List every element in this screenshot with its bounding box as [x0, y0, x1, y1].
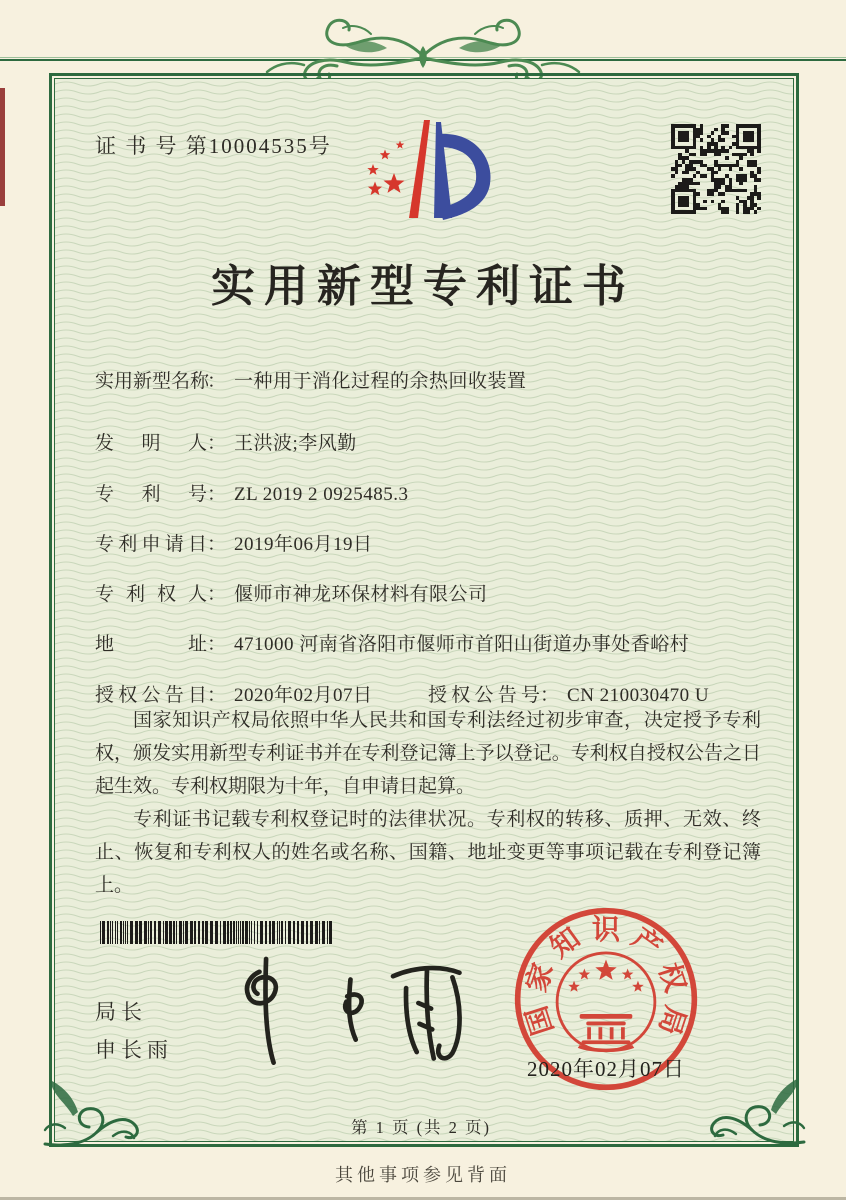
field-row-inventor	[95, 428, 357, 455]
field-value: 471000 河南省洛阳市偃师市首阳山街道办事处香峪村	[234, 634, 690, 655]
field-colon: ：	[540, 685, 560, 706]
svg-text:家: 家	[521, 959, 560, 996]
field-label: 授权公告号	[428, 685, 540, 706]
field-group-grant-no	[428, 680, 709, 707]
field-colon: ：	[207, 634, 227, 655]
legal-paragraph: 国家知识产权局依照中华人民共和国专利法经过初步审查，决定授予专利权，颁发实用新型专利证书并在专利登记簿上予以登记。专利权自授权公告之日起生效。专利权期限为十年，自申请日起算。	[95, 710, 761, 797]
svg-text:权: 权	[652, 959, 691, 996]
field-label: 专利号	[95, 484, 207, 505]
field-label: 专利权人	[95, 584, 207, 605]
back-side-note: 其他事项参见背面	[335, 1165, 511, 1185]
director-title: 局长	[95, 1000, 147, 1024]
cnipa-patent-logo-icon	[338, 106, 520, 228]
page-number: 第 1 页 (共 2 页)	[350, 1118, 492, 1137]
certificate-title: 实用新型专利证书	[211, 262, 635, 311]
field-value: 2019年06月19日	[234, 534, 373, 555]
field-row-patentee	[95, 579, 488, 606]
svg-text:知: 知	[545, 922, 587, 965]
director-signature-handwriting	[222, 946, 482, 1066]
field-row-address	[95, 629, 689, 656]
field-colon: ：	[207, 433, 227, 454]
svg-text:国: 国	[521, 1002, 560, 1039]
field-value: ZL 2019 2 0925485.3	[234, 484, 409, 505]
field-row-grant	[95, 680, 710, 707]
national-emblem-icon	[557, 953, 655, 1052]
field-value: 偃师市神龙环保材料有限公司	[234, 584, 488, 605]
field-colon: ：	[207, 371, 227, 392]
director-name: 申长雨	[95, 1038, 173, 1062]
field-colon: ：	[207, 484, 227, 505]
field-label: 专利申请日	[95, 534, 207, 555]
field-value: CN 210030470 U	[567, 685, 710, 706]
field-colon: ：	[207, 685, 227, 706]
field-label: 实用新型名称	[95, 371, 210, 392]
barcode-icon	[100, 921, 334, 944]
svg-text:识: 识	[591, 914, 621, 946]
field-row-filing-date	[95, 529, 373, 556]
field-value: 王洪波;李风勤	[234, 433, 357, 454]
qr-code-icon	[671, 124, 761, 214]
seal-date: 2020年02月07日	[527, 1057, 685, 1081]
qr-module	[757, 210, 761, 214]
field-colon: ：	[207, 584, 227, 605]
barcode-gap	[332, 921, 333, 944]
field-label: 地址	[95, 634, 207, 655]
svg-text:产: 产	[625, 922, 667, 965]
field-label: 授权公告日	[95, 685, 207, 706]
certificate-number: 证 书 号 第10004535号	[95, 134, 332, 158]
field-row-name	[95, 366, 527, 393]
legal-paragraphs	[95, 704, 761, 902]
legal-paragraph: 专利证书记载专利权登记时的法律状况。专利权的转移、质押、无效、终止、恢复和专利权人的姓名或名称、国籍、地址变更等事项记载在专利登记簿上。	[95, 809, 761, 896]
field-value: 2020年02月07日	[234, 685, 373, 706]
field-label: 发明人	[95, 433, 207, 454]
svg-text:局: 局	[652, 1002, 691, 1039]
field-colon: ：	[207, 534, 227, 555]
field-row-patent-no	[95, 479, 409, 506]
field-value: 一种用于消化过程的余热回收装置	[234, 371, 527, 392]
